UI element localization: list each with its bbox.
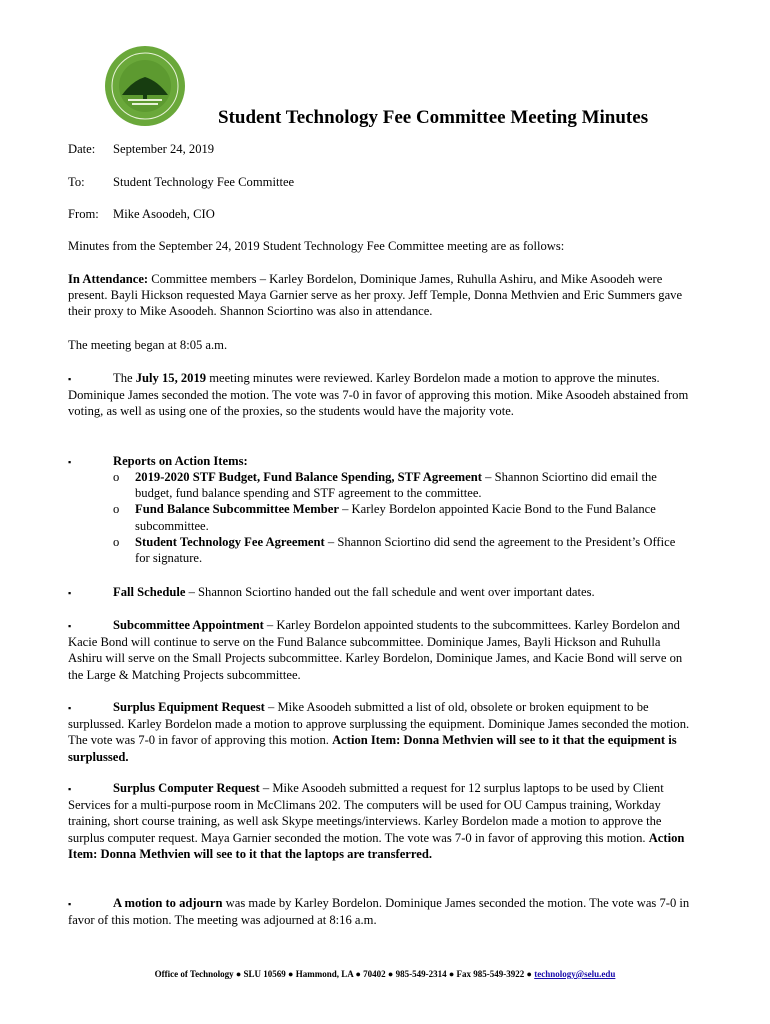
attendance-text: Committee members – Karley Bordelon, Dominique James, Ruhulla Ashiru, and Mike Asoodeh were present. Bayli Hickson requested Maya Garnier serve as her proxy. Jeff Temple, Donna Methvien and Eric Summers gave their proxy to Mike Asoodeh. Shannon Sciortino was also in attendance. [68,272,683,319]
surplus-equipment-title: Surplus Equipment Request [113,700,265,714]
meeting-began: The meeting began at 8:05 a.m. [68,338,228,352]
circle-bullet-icon: o [113,502,120,517]
surplus-equipment-text: – Mike Asoodeh submitted a list of old, obsolete or broken equipment to be surplussed. Karley Bordelon made a motion to approve surplussing the equipment. Dominique James seconded the motion. The vote was 7-0 in favor of approving this motion. [68,700,690,748]
list-item [113,469,693,501]
seal-logo-icon [104,45,186,127]
item-fall-schedule [68,584,693,601]
circle-bullet-icon: o [113,534,120,549]
footer-text: Office of Technology ● SLU 10569 ● Hammond, LA ● 70402 ● 985-549-2314 ● Fax 985-549-3922 ● [154,969,535,979]
item-subcommittee [68,617,693,683]
subcommittee-text: – Karley Bordelon appointed students to the subcommittees. Karley Bordelon and Kacie Bond will continue to serve on the Fund Balance subcommittee. Dominique James, Bayli Hickson and Ruhulla Ashiru will serve on the Small Projects subcommittee. Karley Bordelon, Dominique James, and Kacie Bond will serve on the Large & Matching Projects subcommittee. [68,618,683,682]
bullet-icon: ▪ [68,899,72,909]
date-row [68,141,214,157]
to-value: Student Technology Fee Committee [113,175,295,189]
reports-heading: Reports on Action Items: [113,454,248,468]
report-item-text: – Shannon Sciortino did send the agreement to the President’s Office for signature. [135,534,676,566]
item-minutes-review [68,370,693,420]
reports-heading-row [68,453,693,470]
list-item [113,534,693,566]
from-label: From: [68,207,99,221]
surplus-equipment-action: Action Item: Donna Methvien will see to it that the equipment is surplussed. [68,733,677,764]
bullet-icon: ▪ [68,621,72,631]
item1-text: meeting minutes were reviewed. Karley Bordelon made a motion to approve the minutes. Dominique James seconded the motion. The vote was 7-0 in favor of approving this motion. Mike Asoodeh abstained from voting, as well as using one of the proxies, so the students would have the majority vote. [68,371,689,419]
list-item [113,501,693,533]
adjourn-title: A motion to adjourn [113,896,223,910]
from-row [68,206,215,222]
footer-email-link[interactable]: technology@selu.edu [534,969,616,979]
bullet-icon: ▪ [68,703,72,713]
surplus-computer-title: Surplus Computer Request [113,781,260,795]
surplus-computer-text: – Mike Asoodeh submitted a request for 12 surplus laptops to be used by Client Services for a multi-purpose room in McClimans 202. The computers will be used for OU Campus training, Workday training, short course training, as well ask Skype meetings/interviews. Karley Bordelon made a motion to approve the surplus computer request. Maya Garnier seconded the motion. The vote was 7-0 in favor of approving this motion. [68,781,664,845]
document-title: Student Technology Fee Committee Meeting Minutes [218,107,649,128]
item1-date: July 15, 2019 [135,371,207,385]
item1-pre: The [113,371,136,385]
date-label: Date: [68,142,96,156]
circle-bullet-icon: o [113,470,120,484]
intro-paragraph: Minutes from the September 24, 2019 Student Technology Fee Committee meeting are as follows: [68,239,565,253]
item-adjourn [68,895,693,928]
item-surplus-computer [68,780,693,862]
date-value: September 24, 2019 [113,142,215,156]
report-item-text: – Shannon Sciortino did email the budget, fund balance spending and STF agreement to the committee. [135,470,657,501]
reports-sublist [113,469,693,566]
report-item-title: Fund Balance Subcommittee Member [135,502,339,517]
page-footer [0,966,770,982]
bullet-icon: ▪ [68,588,72,598]
surplus-computer-action: Action Item: Donna Methvien will see to it that the laptops are transferred. [68,830,685,861]
report-item-title: Student Technology Fee Agreement [135,534,325,549]
subcommittee-title: Subcommittee Appointment [113,618,264,632]
attendance-label: In Attendance: [68,272,149,286]
adjourn-text: was made by Karley Bordelon. Dominique James seconded the motion. The vote was 7-0 in favor of this motion. The meeting was adjourned at 8:16 a.m. [68,896,690,928]
bullet-icon: ▪ [68,374,72,384]
to-label: To: [68,175,85,189]
attendance-paragraph [68,271,693,320]
report-item-text: – Karley Bordelon appointed Kacie Bond to the Fund Balance subcommittee. [135,502,656,533]
report-item-title: 2019-2020 STF Budget, Fund Balance Spending, STF Agreement [135,470,482,484]
from-value: Mike Asoodeh, CIO [113,207,215,221]
to-row [68,174,294,190]
fall-text: – Shannon Sciortino handed out the fall schedule and went over important dates. [185,585,595,599]
item-surplus-equipment [68,699,693,765]
bullet-icon: ▪ [68,457,72,467]
bullet-icon: ▪ [68,784,72,794]
fall-title: Fall Schedule [113,585,186,599]
